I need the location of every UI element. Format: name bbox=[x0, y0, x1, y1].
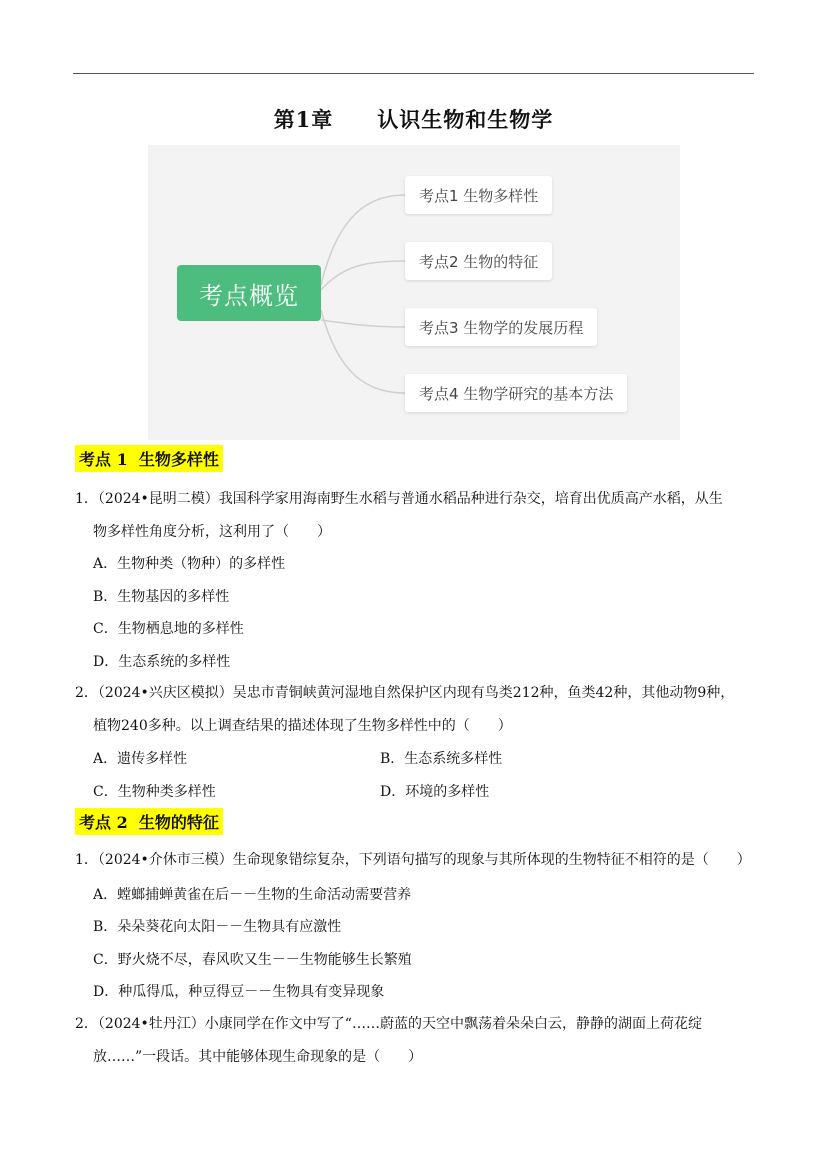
question-line: 1．（2024•介休市三模）生命现象错综复杂，下列语句描写的现象与其所体现的生物特征不相符的是（ ） bbox=[75, 852, 751, 868]
option-b: B．生态系统多样性 bbox=[380, 751, 503, 767]
question-1-2 bbox=[75, 677, 755, 743]
option-c: C．野火烧不尽，春风吹又生－－生物能够生长繁殖 bbox=[93, 952, 412, 968]
question-line: 2．（2024•牡丹江）小康同学在作文中写了“……蔚蓝的天空中飘荡着朵朵白云，静静的湖面上荷花绽 bbox=[75, 1016, 702, 1032]
option-d: D．生态系统的多样性 bbox=[93, 654, 231, 670]
mindmap-node-2: 考点2 生物的特征 bbox=[405, 242, 552, 280]
option-a: A．生物种类（物种）的多样性 bbox=[93, 556, 286, 572]
option-b: B．朵朵葵花向太阳－－生物具有应激性 bbox=[93, 919, 342, 935]
chapter-title: 第1章 认识生物和生物学 bbox=[273, 107, 554, 132]
section-heading-1: 考点 1 生物多样性 bbox=[75, 445, 223, 472]
question-line: 2．（2024•兴庆区模拟）吴忠市青铜峡黄河湿地自然保护区内现有鸟类212种，鱼类42种，其他动物9种， bbox=[75, 685, 735, 701]
option-a: A．螳螂捕蝉黄雀在后－－生物的生命活动需要营养 bbox=[93, 887, 412, 903]
option-c: C．生物栖息地的多样性 bbox=[93, 621, 244, 637]
mindmap bbox=[148, 145, 680, 440]
option-d: D．种瓜得瓜，种豆得豆－－生物具有变异现象 bbox=[93, 984, 385, 1000]
header-rule bbox=[73, 73, 754, 74]
mindmap-node-3: 考点3 生物学的发展历程 bbox=[405, 308, 597, 346]
question-2-2 bbox=[75, 1008, 755, 1074]
option-b: B．生物基因的多样性 bbox=[93, 589, 230, 605]
question-line: 植物240多种。以上调查结果的描述体现了生物多样性中的（ ） bbox=[93, 718, 512, 734]
option-c: C．生物种类多样性 bbox=[93, 784, 216, 800]
mindmap-node-4: 考点4 生物学研究的基本方法 bbox=[405, 374, 627, 412]
question-2-1 bbox=[75, 844, 755, 877]
option-d: D．环境的多样性 bbox=[380, 784, 490, 800]
option-a: A．遗传多样性 bbox=[93, 751, 188, 767]
mindmap-root: 考点概览 bbox=[177, 265, 321, 321]
question-line: 放……”一段话。其中能够体现生命现象的是（ ） bbox=[93, 1049, 423, 1065]
question-line: 1．（2024•昆明二模）我国科学家用海南野生水稻与普通水稻品种进行杂交，培育出优质高产水稻，从生 bbox=[75, 491, 723, 507]
question-line: 物多样性角度分析，这利用了（ ） bbox=[93, 524, 331, 540]
mindmap-node-1: 考点1 生物多样性 bbox=[405, 176, 552, 214]
question-1-1 bbox=[75, 483, 755, 549]
section-heading-2: 考点 2 生物的特征 bbox=[75, 808, 223, 835]
